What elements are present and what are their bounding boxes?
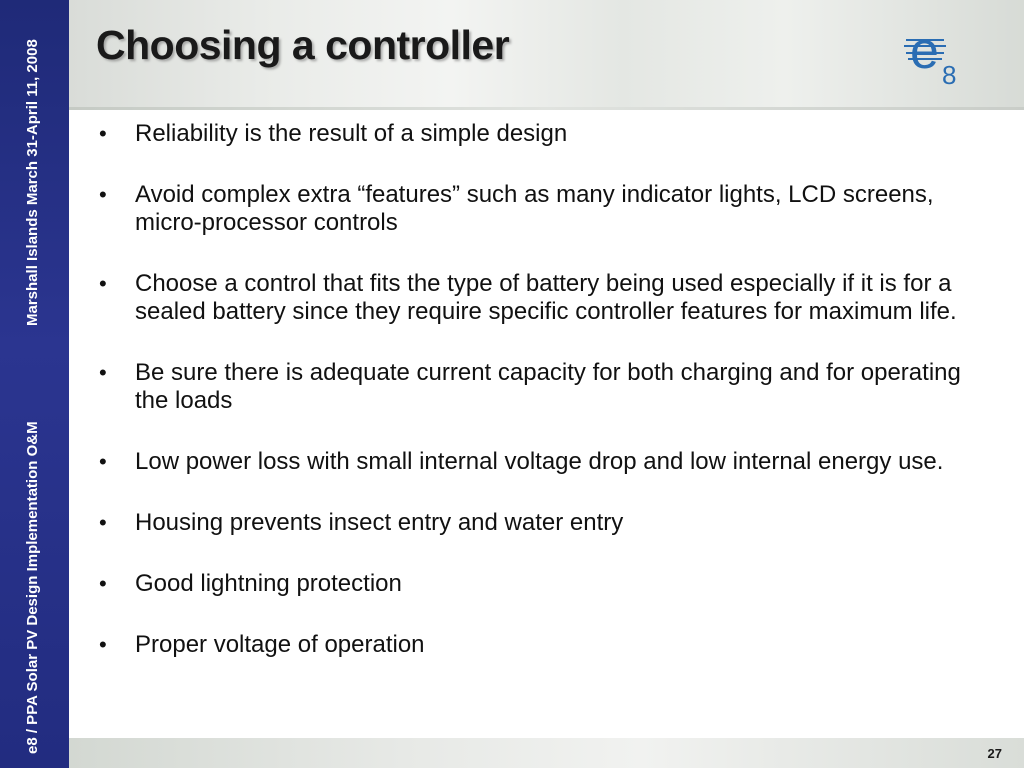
bullet-marker: • xyxy=(99,571,107,596)
bullet-text: Housing prevents insect entry and water entry xyxy=(135,509,624,536)
bullet-text: Proper voltage of operation xyxy=(135,631,425,658)
bullet-text: Choose a control that fits the type of battery being used especially if it is for a sealed battery since they require specific controller features for maximum life. xyxy=(135,270,957,325)
bullet-text: Low power loss with small internal voltage drop and low internal energy use. xyxy=(135,448,944,475)
bullet-item xyxy=(95,448,975,476)
bullet-text: Reliability is the result of a simple design xyxy=(135,120,568,147)
event-caption: Marshall Islands March 31-April 11, 2008 xyxy=(24,39,41,326)
bullet-item xyxy=(95,509,975,537)
bullet-item xyxy=(95,120,975,148)
bullet-item xyxy=(95,181,975,237)
footer-band xyxy=(69,738,1024,768)
bullet-list xyxy=(95,120,975,659)
project-caption: e8 / PPA Solar PV Design Implementation O&M xyxy=(24,421,41,754)
bullet-text: Be sure there is adequate current capacity for both charging and for operating the loads xyxy=(135,359,961,414)
bullet-item xyxy=(95,570,975,598)
bullet-text: Good lightning protection xyxy=(135,570,402,597)
e8-logo xyxy=(900,18,970,88)
bullet-text: Avoid complex extra “features” such as many indicator lights, LCD screens, micro-processor controls xyxy=(135,181,934,236)
bullet-marker: • xyxy=(99,632,107,657)
slide-title: Choosing a controller xyxy=(96,22,510,68)
bullet-item xyxy=(95,631,975,659)
page-number: 27 xyxy=(987,746,1002,761)
bullet-marker: • xyxy=(99,449,107,474)
bullet-marker: • xyxy=(99,510,107,535)
bullet-marker: • xyxy=(99,182,107,207)
bullet-marker: • xyxy=(99,121,107,146)
bullet-item xyxy=(95,270,975,326)
bullet-item xyxy=(95,359,975,415)
bullet-marker: • xyxy=(99,360,107,385)
logo-subscript: 8 xyxy=(942,60,957,88)
logo-letter: e xyxy=(910,22,939,80)
bullet-marker: • xyxy=(99,271,107,296)
